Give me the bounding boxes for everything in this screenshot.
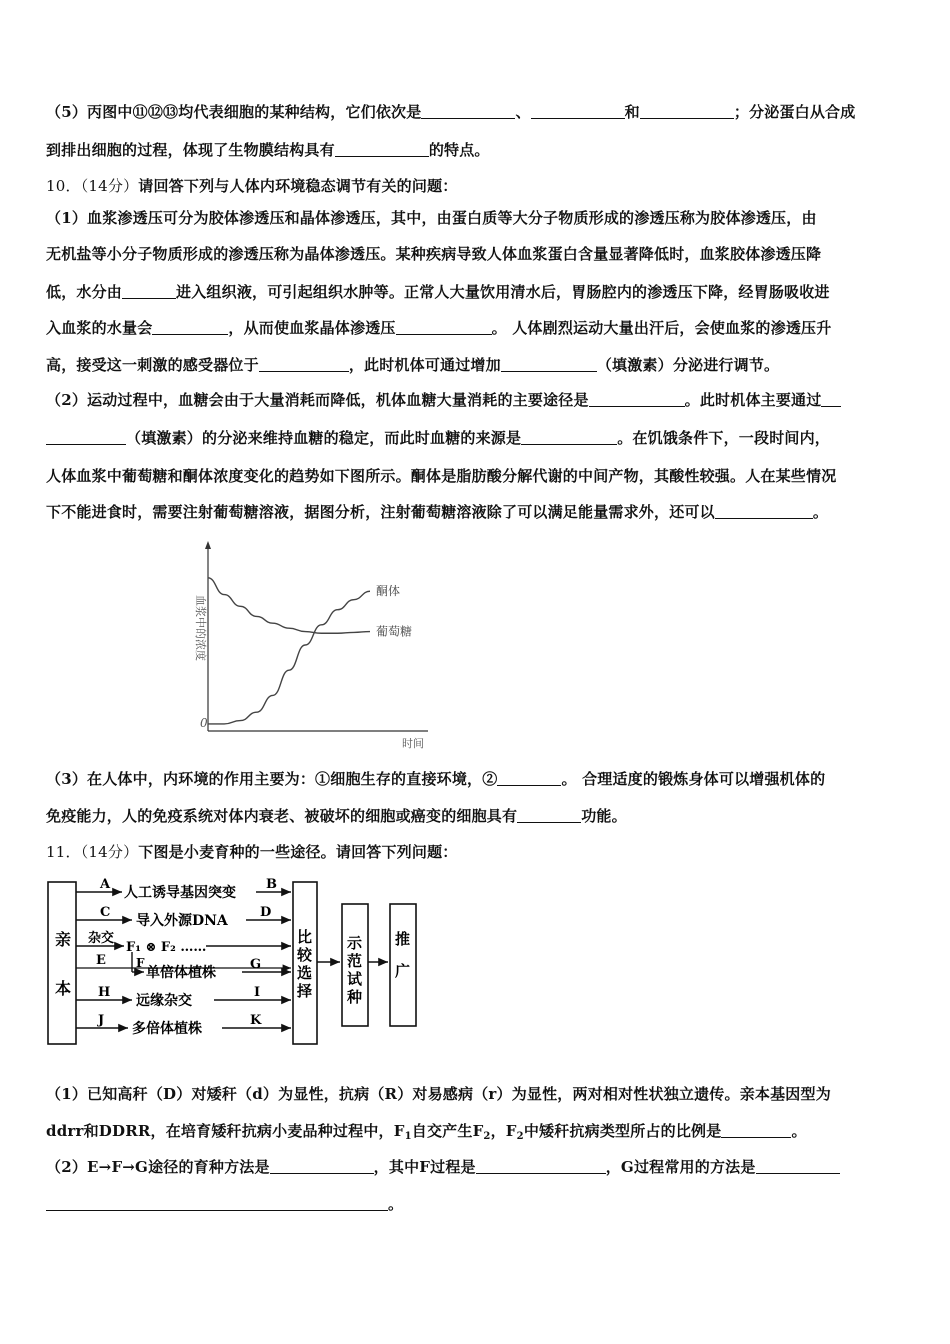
parent-box [48,882,76,1044]
text: 和 [624,103,640,121]
text: 。 人体剧烈运动大量出汗后，会使血浆的渗透压升 [491,319,832,337]
series-line-ketone [208,591,370,724]
q11-heading [46,842,457,862]
row-f-out: G [250,957,262,972]
text: 、 [515,103,531,121]
text: 功能。 [581,807,627,825]
row-f-text: 单倍体植株 [146,965,216,981]
text: ，F [490,1122,517,1140]
text: 人体血浆中葡萄糖和酮体浓度变化的趋势如下图所示。酮体是脂肪酸分解代谢的中间产物，其酸性较强。人在某些情况 [46,467,837,485]
q10-p2-line1 [46,390,841,410]
answer-blank[interactable] [531,103,625,119]
row-c-letter: C [100,905,111,920]
x-axis-label: 时间 [402,737,424,750]
text: 中矮秆抗病类型所占的比例是 [523,1122,722,1140]
text: ddrr和DDRR，在培育矮秆抗病小麦品种过程中，F [46,1122,405,1140]
q10-p2-line2 [46,428,830,448]
question-number: 10． [46,177,81,195]
subscript: 1 [404,1131,412,1142]
text: 无机盐等小分子物质形成的渗透压称为晶体渗透压。某种疾病导致人体血浆蛋白含量显著降低时，血浆胶体渗透压降 [46,245,822,263]
text: （5）丙图中⑪⑫⑬均代表细胞的某种结构，它们依次是 [46,103,422,121]
q10-p2-line4 [46,502,828,522]
answer-blank[interactable] [589,391,685,407]
answer-blank[interactable] [46,1195,388,1211]
question-score: （14分） [80,177,139,195]
origin-label: 0 [200,716,208,730]
answer-blank[interactable] [152,319,228,335]
row-h-letter: H [98,985,111,1000]
text: 。此时机体主要通过 [684,391,822,409]
question-number: 11． [46,843,81,861]
series-label-glucose: 葡萄糖 [376,624,413,639]
answer-blank[interactable] [476,1158,606,1174]
row-h-out: I [254,985,261,1000]
row-a-letter: A [100,877,111,892]
chart-svg [180,535,450,750]
text: （2）E→F→G途径的育种方法是 [46,1158,270,1176]
q11-p2-line2 [46,1194,403,1214]
compare-label-4: 择 [297,982,313,1000]
parent-label-1: 亲 [55,930,72,949]
text: 免疫能力，人的免疫系统对体内衰老、被破坏的细胞或癌变的细胞具有 [46,807,518,825]
text: 高，接受这一刺激的感受器位于 [46,356,259,374]
q11-p1-line1 [46,1084,831,1104]
parent-label-2: 本 [55,979,72,998]
row-j-letter: J [98,1013,105,1028]
text: 低，水分由 [46,283,123,301]
question-score: （14分） [80,843,139,861]
text: 入血浆的水量会 [46,319,153,337]
promote-label-1: 推 [395,930,411,948]
breeding-flow-diagram [46,872,446,1052]
text: ，G过程常用的方法是 [605,1158,756,1176]
text: 的特点。 [428,141,490,159]
answer-blank[interactable] [721,1122,791,1138]
answer-blank[interactable] [640,103,734,119]
text: （1）已知高秆（D）对矮秆（d）为显性，抗病（R）对易感病（r）为显性，两对相对性状独立遗传。亲本基因型为 [46,1085,831,1103]
text: ；分泌蛋白从合成 [733,103,856,121]
text: 下不能进食时，需要注射葡萄糖溶液，据图分析，注射葡萄糖溶液除了可以满足能量需求外，还可以 [46,503,715,521]
flow-svg [46,872,446,1052]
answer-blank[interactable] [756,1158,840,1174]
answer-blank[interactable] [46,429,126,445]
answer-blank[interactable] [270,1158,374,1174]
demo-label-2: 范 [347,952,363,970]
answer-blank[interactable] [335,141,429,157]
row-j-out: K [250,1013,262,1028]
row-a-text: 人工诱导基因突变 [124,885,236,901]
concentration-chart [180,535,450,750]
subscript: 2 [483,1131,491,1142]
q10-p2-line3 [46,466,836,486]
answer-blank[interactable] [122,283,176,299]
q11-p1-line2 [46,1121,807,1141]
q10-p1-line2 [46,244,821,264]
text: 。 [388,1195,404,1213]
text: 自交产生F [411,1122,484,1140]
q10-p1-line1 [46,208,817,228]
text: 。 [791,1122,807,1140]
compare-label-1: 比 [297,928,313,946]
row-cross-text: F₁ ⊗ F₂ …… [126,940,207,955]
row-a-out: B [266,877,277,892]
answer-blank[interactable] [396,319,492,335]
demo-label-3: 试 [347,970,363,988]
compare-label-2: 较 [297,946,313,964]
question-intro: 下图是小麦育种的一些途径。请回答下列问题： [138,843,458,861]
q9-p5-line2 [46,140,490,160]
row-j-text: 多倍体植株 [132,1021,202,1037]
answer-blank[interactable] [497,770,561,786]
q9-p5-line1 [46,102,855,122]
q10-p1-line4 [46,318,831,338]
question-intro: 请回答下列与人体内环境稳态调节有关的问题： [138,177,458,195]
q10-p3-line2 [46,806,627,826]
answer-blank[interactable] [821,391,841,407]
q11-p2-line1 [46,1157,840,1177]
text: （2）运动过程中，血糖会由于大量消耗而降低，机体血糖大量消耗的主要途径是 [46,391,589,409]
promote-label-2: 广 [395,962,411,980]
row-f-letter: F [136,956,145,970]
y-axis-arrow [205,541,211,549]
text: ，此时机体可通过增加 [348,356,501,374]
row-e-letter: E [96,953,106,968]
text: （3）在人体中，内环境的作用主要为：①细胞生存的直接环境，② [46,770,498,788]
text: 到排出细胞的过程，体现了生物膜结构具有 [46,141,335,159]
answer-blank[interactable] [517,807,581,823]
text: ，其中F过程是 [373,1158,476,1176]
answer-blank[interactable] [715,503,813,519]
q10-p1-line3 [46,282,830,302]
text: ，从而使血浆晶体渗透压 [228,319,396,337]
row-c-text: 导入外源DNA [136,913,228,929]
row-cross-letter: 杂交 [88,931,115,946]
answer-blank[interactable] [421,103,515,119]
series-label-ketone: 酮体 [376,584,401,599]
compare-label-3: 选 [297,964,313,982]
text: （1）血浆渗透压可分为胶体渗透压和晶体渗透压，其中，由蛋白质等大分子物质形成的渗透压称为胶体渗透压，由 [46,209,817,227]
text: 。在饥饿条件下，一段时间内， [617,429,831,447]
text: （填激素）分泌进行调节。 [596,356,780,374]
q10-p1-line5 [46,355,779,375]
y-axis-label: 血浆中的浓度 [194,595,207,661]
text: 。 合理适度的锻炼身体可以增强机体的 [561,770,826,788]
q10-p3-line1 [46,769,825,789]
demo-label-1: 示 [347,934,363,952]
text: （填激素）的分泌来维持血糖的稳定，而此时血糖的来源是 [126,429,522,447]
subscript: 2 [516,1131,524,1142]
text: 。 [812,503,829,521]
text: 进入组织液，可引起组织水肿等。正常人大量饮用清水后，胃肠腔内的渗透压下降，经胃肠吸收进 [176,283,830,301]
row-h-text: 远缘杂交 [136,993,192,1009]
answer-blank[interactable] [521,429,617,445]
q10-heading [46,176,457,196]
demo-label-4: 种 [347,988,363,1006]
answer-blank[interactable] [259,356,349,372]
answer-blank[interactable] [501,356,597,372]
row-c-out: D [260,905,272,920]
